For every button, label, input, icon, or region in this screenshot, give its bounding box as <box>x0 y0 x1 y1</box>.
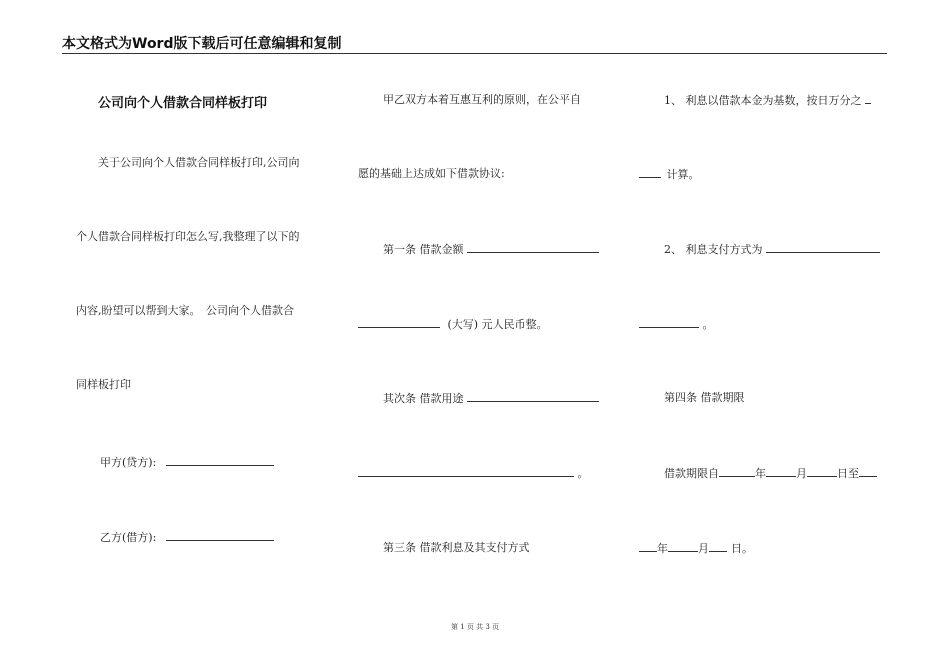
start-year-blank <box>719 466 755 477</box>
document-title: 公司向个人借款合同样板打印 <box>98 96 268 111</box>
end-year-blank <box>639 541 657 552</box>
start-day-blank <box>807 466 837 477</box>
principle-line-1: 甲乙双方本着互惠互利的原则，在公平自 <box>383 93 581 106</box>
end-month-blank <box>668 541 698 552</box>
principle-line-2: 愿的基础上达成如下借款协议: <box>358 167 505 180</box>
interest-rate-blank <box>865 93 871 104</box>
party-a-line <box>100 455 274 470</box>
end-day-blank <box>709 541 727 552</box>
article-3-line: 第三条 借款利息及其支付方式 <box>383 541 530 554</box>
header-divider <box>62 53 887 54</box>
purpose-end-mark: 。 <box>577 467 589 480</box>
payment-method-end: 。 <box>702 318 714 331</box>
party-b-label: 乙方(借方): <box>100 531 157 544</box>
party-b-blank <box>166 530 274 541</box>
loan-amount-blank <box>467 242 599 253</box>
intro-line-4: 同样板打印 <box>76 378 131 391</box>
payment-method-blank <box>766 242 880 253</box>
interest-calc-text: 计算。 <box>666 168 700 181</box>
article-2-line <box>383 391 599 406</box>
year-label: 年 <box>755 467 766 480</box>
amount-currency-text: (大写) 元人民币整。 <box>447 318 548 331</box>
month-label: 月 <box>796 467 807 480</box>
intro-line-2: 个人借款合同样板打印怎么写,我整理了以下的 <box>76 230 300 243</box>
purpose-detail-blank <box>358 466 574 477</box>
end-year-label: 年 <box>657 542 668 555</box>
loan-purpose-blank <box>467 391 599 402</box>
loan-term-label: 借款期限自 <box>664 467 719 480</box>
end-month-label: 月 <box>698 542 709 555</box>
interest-clause-1-text: 1、 利息以借款本金为基数，按日万分之 <box>664 94 862 107</box>
interest-clause-1-cont <box>639 167 700 182</box>
end-day-label: 日。 <box>731 542 753 555</box>
page-number: 第 1 页 共 3 页 <box>450 623 500 631</box>
start-month-blank <box>766 466 796 477</box>
loan-term-line <box>664 466 877 481</box>
article-2-purpose-line <box>358 466 589 481</box>
day-to-label: 日至 <box>837 467 859 480</box>
article-1-label: 第一条 借款金额 <box>383 243 464 256</box>
document-header-title: 本文格式为Word版下载后可任意编辑和复制 <box>62 36 342 52</box>
end-year-blank-a <box>859 466 877 477</box>
payment-method-blank-2 <box>639 317 699 328</box>
party-b-line <box>100 530 274 545</box>
party-a-label: 甲方(贷方): <box>100 456 157 469</box>
intro-line-1: 关于公司向个人借款合同样板打印,公司向 <box>98 156 300 169</box>
loan-term-end-line <box>639 541 753 556</box>
article-4-line: 第四条 借款期限 <box>664 391 745 404</box>
party-a-blank <box>166 455 274 466</box>
article-2-label: 其次条 借款用途 <box>383 392 464 405</box>
interest-clause-2-text: 2、 利息支付方式为 <box>664 243 763 256</box>
interest-rate-blank-2 <box>639 167 661 178</box>
interest-clause-2-cont <box>639 317 714 332</box>
amount-words-blank <box>358 317 440 328</box>
interest-clause-2-line <box>664 242 880 257</box>
interest-clause-1-line <box>664 93 871 108</box>
intro-line-3: 内容,盼望可以帮到大家。 公司向个人借款合 <box>76 304 294 317</box>
article-1-amount-line <box>358 317 548 332</box>
article-1-line <box>383 242 599 257</box>
